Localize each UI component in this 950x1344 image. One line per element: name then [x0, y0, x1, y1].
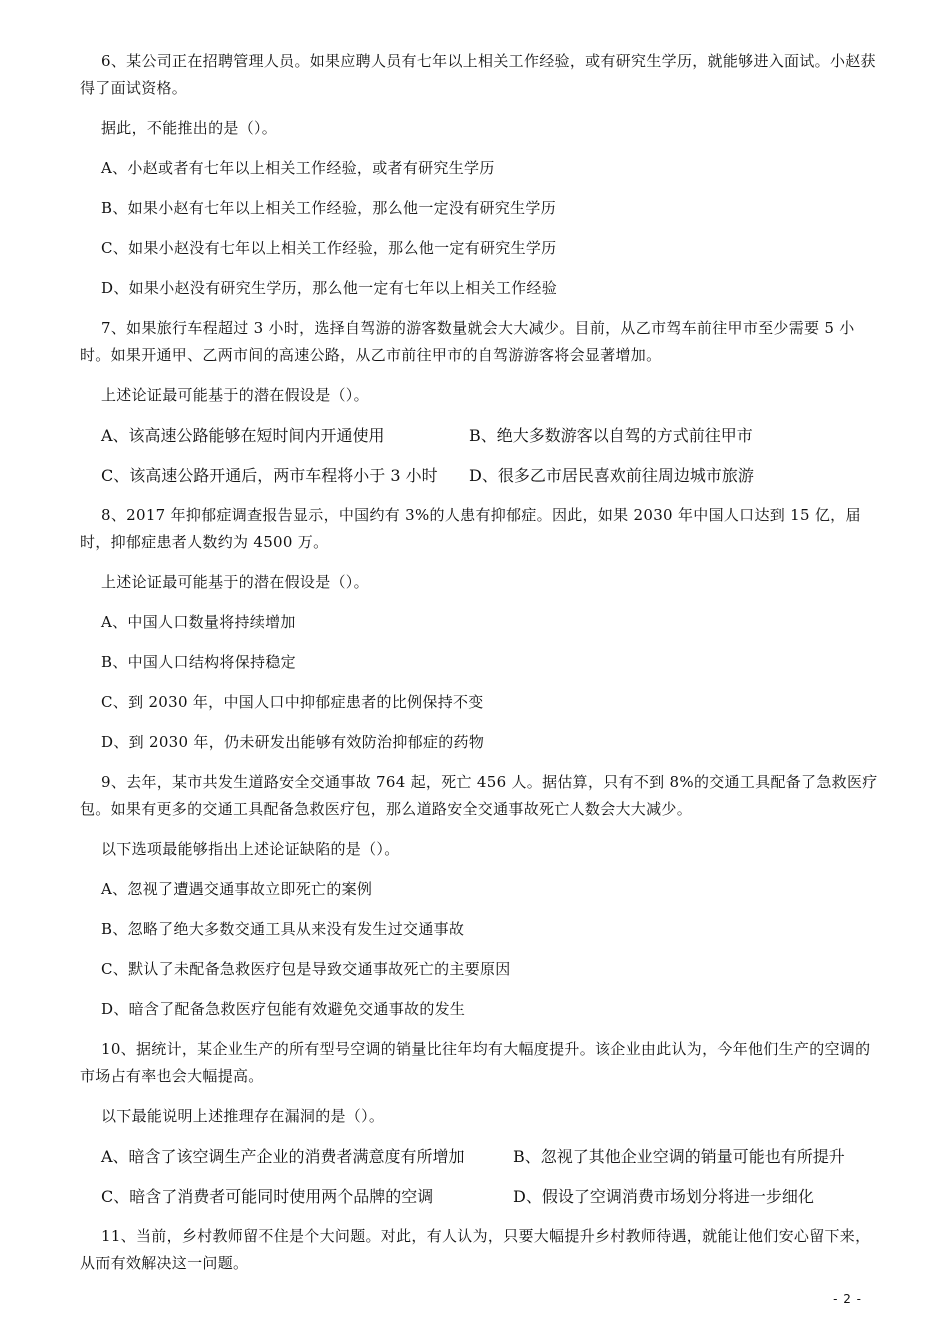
question-prompt: 上述论证最可能基于的潜在假设是（）。: [101, 386, 369, 404]
option-a: A、小赵或者有七年以上相关工作经验，或者有研究生学历: [101, 159, 495, 177]
question-9: [80, 769, 880, 1023]
question-list: [80, 48, 880, 1290]
question-stem: 8、2017 年抑郁症调查报告显示，中国约有 3%的人患有抑郁症。因此，如果 2030 年中国人口达到 15 亿，届时，抑郁症患者人数约为 4500 万。: [80, 506, 861, 551]
question-prompt: 上述论证最可能基于的潜在假设是（）。: [101, 573, 369, 591]
option-c: C、如果小赵没有七年以上相关工作经验，那么他一定有研究生学历: [101, 239, 557, 257]
option-b: B、绝大多数游客以自驾的方式前往甲市: [469, 426, 753, 445]
option-b: B、如果小赵有七年以上相关工作经验，那么他一定没有研究生学历: [101, 199, 557, 217]
question-11: [80, 1223, 880, 1277]
option-a: A、忽视了遭遇交通事故立即死亡的案例: [101, 880, 373, 898]
option-b: B、忽视了其他企业空调的销量可能也有所提升: [513, 1147, 845, 1166]
option-row: [80, 462, 880, 489]
question-stem: 11、当前，乡村教师留不住是个大问题。对此，有人认为，只要大幅提升乡村教师待遇，就能让他们安心留下来，从而有效解决这一问题。: [80, 1227, 871, 1272]
option-row: [80, 422, 880, 449]
page-number: - 2 -: [833, 1292, 862, 1306]
question-stem: 10、据统计，某企业生产的所有型号空调的销量比往年均有大幅度提升。该企业由此认为，今年他们生产的空调的市场占有率也会大幅提高。: [80, 1040, 871, 1085]
question-prompt: 以下选项最能够指出上述论证缺陷的是（）。: [101, 840, 400, 858]
option-row: [80, 1183, 880, 1210]
option-d: D、到 2030 年，仍未研发出能够有效防治抑郁症的药物: [101, 733, 485, 751]
option-a: A、中国人口数量将持续增加: [101, 613, 296, 631]
option-c: C、默认了未配备急救医疗包是导致交通事故死亡的主要原因: [101, 960, 511, 978]
option-c: C、该高速公路开通后，两市车程将小于 3 小时: [101, 466, 438, 485]
option-b: B、中国人口结构将保持稳定: [101, 653, 296, 671]
question-10: [80, 1036, 880, 1210]
question-stem: 7、如果旅行车程超过 3 小时，选择自驾游的游客数量就会大大减少。目前，从乙市驾车前往甲市至少需要 5 小时。如果开通甲、乙两市间的高速公路，从乙市前往甲市的自驾游游客将会显著增加。: [80, 319, 855, 364]
option-row: [80, 1143, 880, 1170]
question-6: [80, 48, 880, 302]
question-prompt: 以下最能说明上述推理存在漏洞的是（）。: [101, 1107, 385, 1125]
option-d: D、很多乙市居民喜欢前往周边城市旅游: [469, 466, 754, 485]
option-c: C、暗含了消费者可能同时使用两个品牌的空调: [101, 1187, 434, 1206]
question-stem: 9、去年，某市共发生道路安全交通事故 764 起，死亡 456 人。据估算，只有不到 8%的交通工具配备了急救医疗包。如果有更多的交通工具配备急救医疗包，那么道路安全交通事故死亡人数会大大减少。: [80, 773, 878, 818]
question-prompt: 据此，不能推出的是（）。: [101, 119, 278, 137]
question-stem: 6、某公司正在招聘管理人员。如果应聘人员有七年以上相关工作经验，或有研究生学历，就能够进入面试。小赵获得了面试资格。: [80, 52, 876, 97]
option-a: A、暗含了该空调生产企业的消费者满意度有所增加: [101, 1147, 465, 1166]
option-c: C、到 2030 年，中国人口中抑郁症患者的比例保持不变: [101, 693, 484, 711]
option-b: B、忽略了绝大多数交通工具从来没有发生过交通事故: [101, 920, 465, 938]
option-a: A、该高速公路能够在短时间内开通使用: [101, 426, 385, 445]
option-d: D、假设了空调消费市场划分将进一步细化: [513, 1187, 814, 1206]
question-8: [80, 502, 880, 756]
question-7: [80, 315, 880, 489]
option-d: D、如果小赵没有研究生学历，那么他一定有七年以上相关工作经验: [101, 279, 558, 297]
option-d: D、暗含了配备急救医疗包能有效避免交通事故的发生: [101, 1000, 466, 1018]
